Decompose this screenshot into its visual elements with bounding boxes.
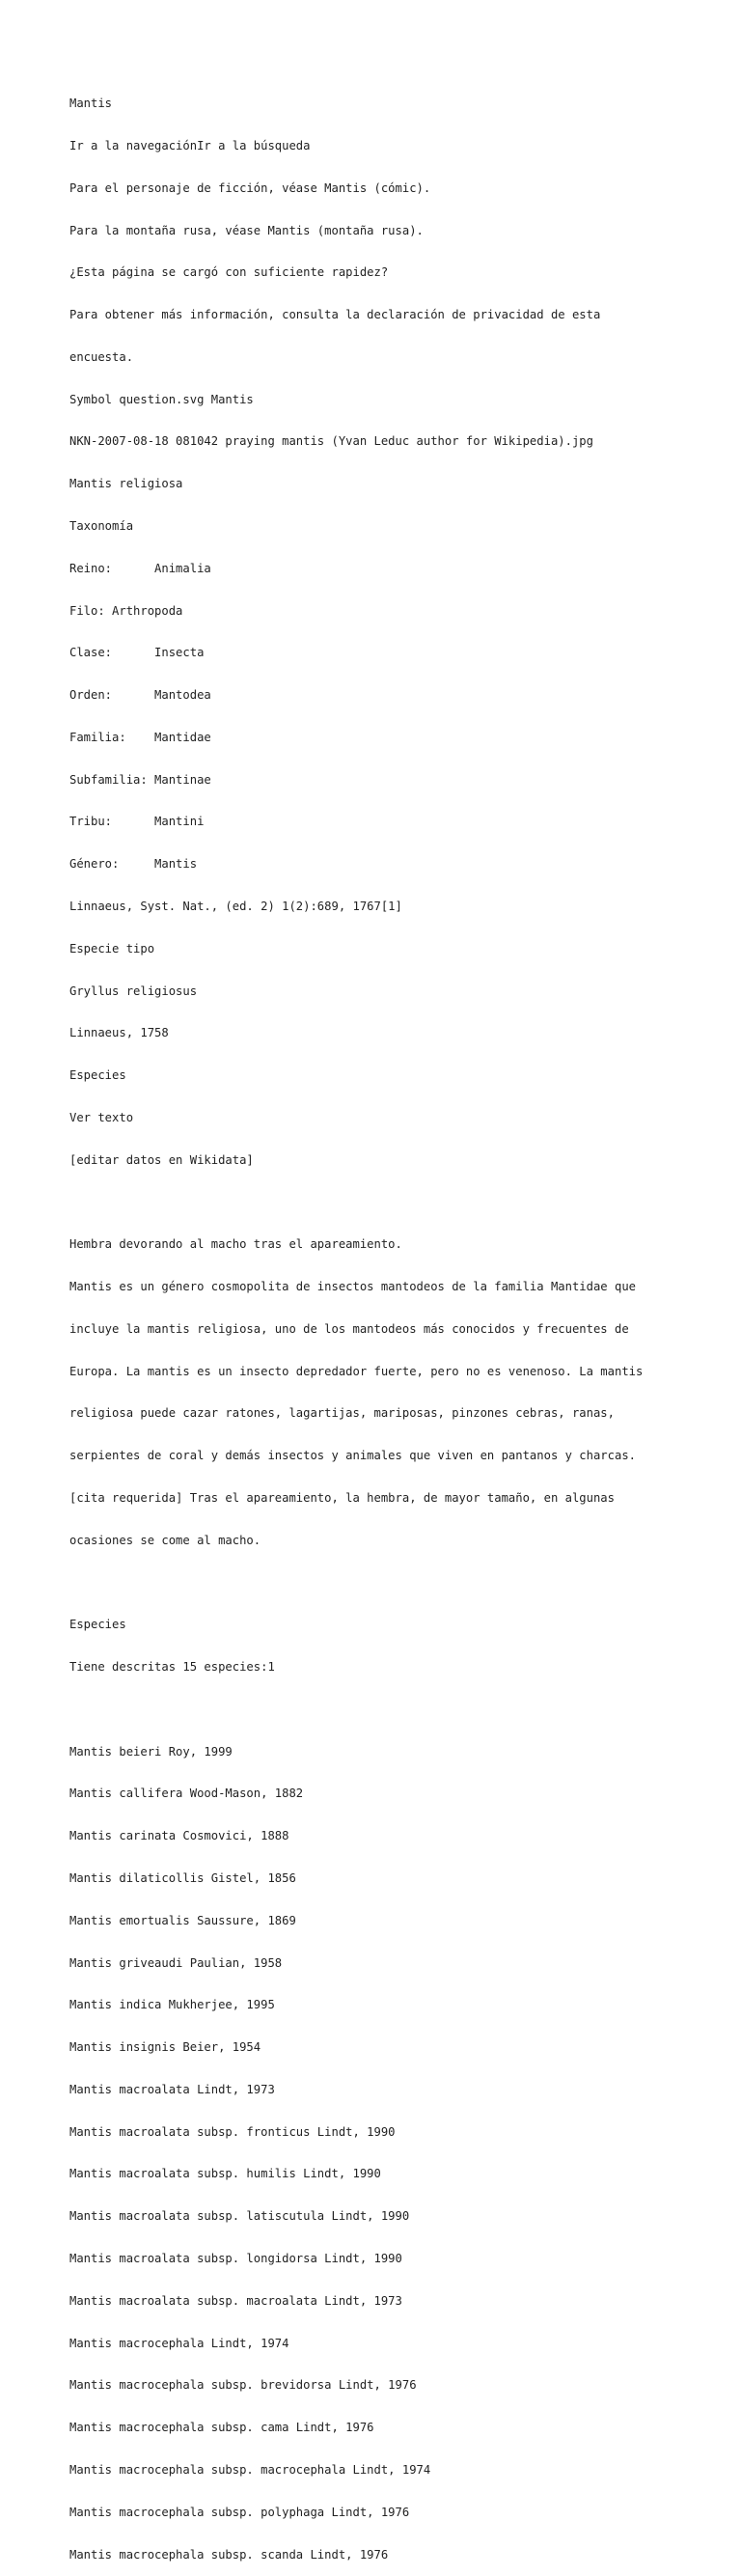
skip-links[interactable]: Ir a la navegaciónIr a la búsqueda — [69, 138, 311, 152]
taxobox-symbol: Symbol question.svg Mantis — [69, 392, 254, 406]
spacer — [69, 1576, 706, 1591]
survey-info-continued: encuesta. — [69, 349, 134, 364]
intro-line: serpientes de coral y demás insectos y animales que viven en pantanos y charcas. — [69, 1449, 636, 1463]
type-species-heading: Especie tipo — [69, 941, 155, 956]
species-list-item[interactable]: Mantis macrocephala subsp. macrocephala Lindt, 1974 — [69, 2462, 431, 2477]
intro-line: Mantis es un género cosmopolita de insectos mantodeos de la familia Mantidae que — [69, 1280, 636, 1294]
taxobox-common-name: Mantis religiosa — [69, 477, 183, 491]
spacer — [69, 1703, 706, 1717]
species-list-item[interactable]: Mantis macrocephala subsp. brevidorsa Lindt, 1976 — [69, 2378, 417, 2393]
species-list-item[interactable]: Mantis macrocephala subsp. scanda Lindt, 1976 — [69, 2547, 389, 2562]
survey-info: Para obtener más información, consulta la declaración de privacidad de esta — [69, 308, 601, 322]
species-list-item[interactable]: Mantis beieri Roy, 1999 — [69, 1744, 233, 1759]
species-list-item[interactable]: Mantis macrocephala Lindt, 1974 — [69, 2336, 289, 2350]
intro-line: [cita requerida] Tras el apareamiento, la hembra, de mayor tamaño, en algunas — [69, 1490, 615, 1505]
disambiguation-character: Para el personaje de ficción, véase Mantis (cómic). — [69, 180, 431, 195]
species-list-item[interactable]: Mantis macroalata subsp. fronticus Lindt, 1990 — [69, 2124, 396, 2139]
disambiguation-coaster: Para la montaña rusa, véase Mantis (montaña rusa). — [69, 223, 424, 237]
page-title: Mantis — [69, 97, 113, 111]
genus-authority: Linnaeus, Syst. Nat., (ed. 2) 1(2):689, 1767[1] — [69, 900, 402, 914]
survey-question: ¿Esta página se cargó con suficiente rapidez? — [69, 265, 389, 280]
species-list-item[interactable]: Mantis dilaticollis Gistel, 1856 — [69, 1871, 296, 1885]
article-text — [69, 69, 706, 2576]
taxonomy-row: Filo: Arthropoda — [69, 603, 183, 618]
species-list-item[interactable]: Mantis callifera Wood-Mason, 1882 — [69, 1787, 304, 1801]
intro-line: Hembra devorando al macho tras el apareamiento. — [69, 1237, 402, 1252]
taxonomy-row: Género: Mantis — [69, 857, 198, 872]
taxonomy-row: Familia: Mantidae — [69, 730, 211, 744]
see-text-link[interactable]: Ver texto — [69, 1110, 134, 1124]
taxonomy-heading: Taxonomía — [69, 519, 134, 533]
species-list-item[interactable]: Mantis macroalata Lindt, 1973 — [69, 2082, 275, 2096]
species-list-item[interactable]: Mantis carinata Cosmovici, 1888 — [69, 1829, 289, 1843]
species-list-item[interactable]: Mantis indica Mukherjee, 1995 — [69, 1998, 275, 2012]
intro-line: religiosa puede cazar ratones, lagartijas, mariposas, pinzones cebras, ranas, — [69, 1406, 615, 1421]
species-list-item[interactable]: Mantis insignis Beier, 1954 — [69, 2040, 261, 2055]
taxonomy-row: Orden: Mantodea — [69, 688, 211, 703]
type-species-authority: Linnaeus, 1758 — [69, 1026, 169, 1040]
taxonomy-row: Subfamilia: Mantinae — [69, 772, 211, 787]
edit-wikidata-link[interactable]: [editar datos en Wikidata] — [69, 1152, 254, 1167]
species-list-item[interactable]: Mantis macroalata subsp. longidorsa Lindt, 1990 — [69, 2252, 402, 2266]
taxonomy-row: Reino: Animalia — [69, 561, 211, 575]
intro-line: ocasiones se come al macho. — [69, 1533, 261, 1547]
species-list-item[interactable]: Mantis griveaudi Paulian, 1958 — [69, 1955, 283, 1970]
taxobox-species-heading: Especies — [69, 1068, 126, 1083]
taxonomy-row: Clase: Insecta — [69, 646, 205, 660]
intro-line: Europa. La mantis es un insecto depredador fuerte, pero no es venenoso. La mantis — [69, 1364, 644, 1378]
species-section-heading: Especies — [69, 1618, 126, 1632]
species-summary: Tiene descritas 15 especies:1 — [69, 1660, 275, 1675]
species-list-item[interactable]: Mantis macroalata subsp. latiscutula Lindt, 1990 — [69, 2209, 410, 2224]
spacer — [69, 1196, 706, 1210]
species-list-item[interactable]: Mantis emortualis Saussure, 1869 — [69, 1913, 296, 1927]
taxonomy-row: Tribu: Mantini — [69, 815, 205, 829]
species-list-item[interactable]: Mantis macrocephala subsp. cama Lindt, 1976 — [69, 2421, 374, 2435]
species-list-item[interactable]: Mantis macroalata subsp. humilis Lindt, 1990 — [69, 2167, 381, 2181]
intro-line: incluye la mantis religiosa, uno de los mantodeos más conocidos y frecuentes de — [69, 1321, 629, 1336]
taxobox-image-caption: NKN-2007-08-18 081042 praying mantis (Yvan Leduc author for Wikipedia).jpg — [69, 434, 593, 449]
species-list-item[interactable]: Mantis macrocephala subsp. polyphaga Lindt, 1976 — [69, 2505, 410, 2519]
species-list-item[interactable]: Mantis macroalata subsp. macroalata Lindt, 1973 — [69, 2293, 402, 2308]
type-species: Gryllus religiosus — [69, 983, 198, 998]
